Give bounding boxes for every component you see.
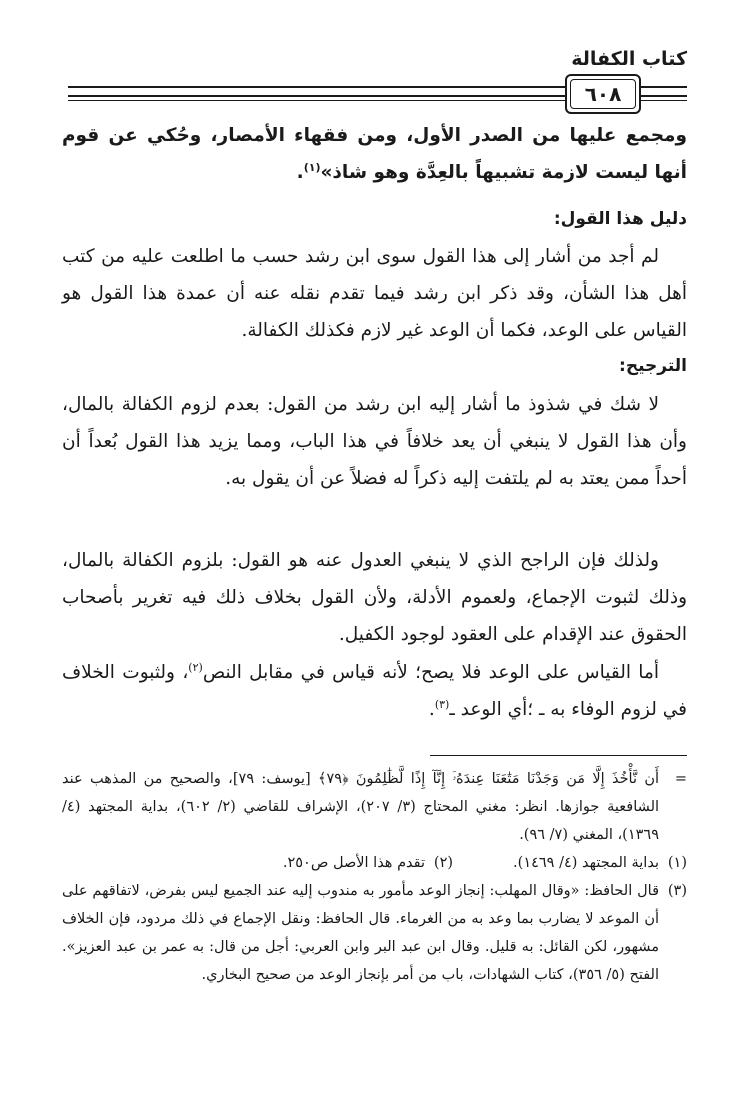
footnote-separator bbox=[430, 755, 687, 756]
paragraph-end: . bbox=[296, 162, 304, 183]
paragraph-preference: لا شك في شذوذ ما أشار إليه ابن رشد من القول: بعدم لزوم الكفالة بالمال، وأن هذا القول لا ينبغي أن يعد خلافاً في هذا الباب، ومما يزيد هذا القول بُعداً أن أحداً ممن يعتد به لم يلتفت إليه ذكراً له فضلاً عن أن يقول به. bbox=[62, 394, 687, 489]
paragraph-text: ، ولثبوت الخلاف في لزوم الوفاء به ـ ؛أي الوعد ـ bbox=[62, 662, 687, 720]
paragraph-quote-end bbox=[62, 117, 687, 191]
footnote-mark: (٢) bbox=[433, 855, 454, 871]
paragraph-analogy bbox=[62, 654, 687, 728]
quran-verse: أَن نَّأْخُذَ إِلَّا مَن وَجَدْنَا مَتَٰعَنَا عِندَهُۥٓ إِنَّآ إِذًا لَّظَٰلِمُونَ ﴿٧٩﴾ bbox=[318, 771, 660, 787]
footnote-1 bbox=[513, 849, 687, 877]
footnote-text: بداية المجتهد (٤/ ١٤٦٩). bbox=[513, 855, 659, 871]
footnote-2 bbox=[283, 849, 453, 877]
page-number-box bbox=[565, 74, 641, 114]
footnote-text: تقدم هذا الأصل ص٢٥٠. bbox=[282, 855, 426, 871]
footnote-continuation-mark: = bbox=[674, 771, 687, 787]
running-title: كتاب الكفالة bbox=[571, 48, 687, 70]
section-heading-preference: الترجيح: bbox=[619, 356, 687, 376]
footnote-ref: (٣) bbox=[434, 697, 450, 711]
paragraph-end: . bbox=[428, 699, 435, 720]
paragraph-evidence: لم أجد من أشار إلى هذا القول سوى ابن رشد حسب ما اطلعت عليه من كتب أهل هذا الشأن، وقد ذكر ابن رشد فيما تقدم نقله عنه أن عمدة هذا القول هو القياس على الوعد، فكما أن الوعد غير لازم فكذلك الكفالة. bbox=[62, 246, 687, 341]
paragraph-text: ومجمع عليها من الصدر الأول، ومن فقهاء الأمصار، وحُكي عن قوم أنها ليست لازمة تشبيهاً بالعِدَّة وهو شاذ» bbox=[62, 125, 687, 183]
footnote-pair bbox=[62, 849, 687, 877]
footnote-text: [يوسف: ٧٩]، والصحيح من المذهب عند الشافعية جوازها. انظر: مغني المحتاج (٣/ ٢٠٧)، الإشراف للقاضي (٢/ ٦٠٢)، بداية المجتهد (٤/ ١٣٦٩)، المغني (٧/ ٩٦). bbox=[62, 771, 660, 843]
footnote-3 bbox=[62, 877, 687, 989]
page-number: ٦٠٨ bbox=[584, 82, 622, 106]
footnote-continuation bbox=[62, 765, 687, 849]
section-heading-evidence: دليل هذا القول: bbox=[553, 209, 687, 229]
paragraph-text: أما القياس على الوعد فلا يصح؛ لأنه قياس في مقابل النص bbox=[202, 662, 659, 683]
footnote-ref: (١) bbox=[303, 160, 321, 174]
footnote-mark: (١) bbox=[667, 855, 687, 871]
paragraph-conclusion: ولذلك فإن الراجح الذي لا ينبغي العدول عنه هو القول: بلزوم الكفالة بالمال، وذلك لثبوت الإجماع، ولعموم الأدلة، ولأن القول بخلاف ذلك فيه تغرير بأصحاب الحقوق عند الإقدام على العقود لوجود الكفيل. bbox=[62, 550, 687, 645]
footnotes bbox=[62, 765, 687, 989]
footnote-mark: (٣) bbox=[667, 883, 687, 899]
footnote-text: قال الحافظ: «وقال المهلب: إنجاز الوعد مأمور به مندوب إليه عند الجميع ليس بفرض، لاتفاقهم على أن الموعد لا يضارب بما وعد به من الغرماء. قال الحافظ: ونقل الإجماع في ذلك مردود، فإن الخلاف مشهور، لكن القائل: به قليل. وقال ابن عبد البر وابن العربي: أجل من قال: به عمر بن عبد العزيز». الفتح (٥/ ٣٥٦)، كتاب الشهادات، باب من أمر بإنجاز الوعد من صحيح البخاري. bbox=[62, 883, 659, 983]
footnote-ref: (٢) bbox=[188, 660, 203, 674]
